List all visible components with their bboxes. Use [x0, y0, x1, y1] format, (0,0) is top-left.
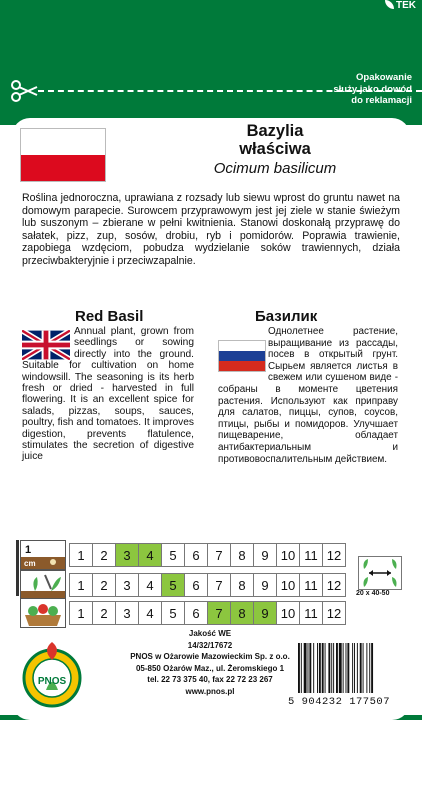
planting-months-row	[70, 573, 346, 597]
month-cell: 4	[138, 543, 162, 567]
quality-label: Jakość WE	[188, 629, 232, 638]
batch-number: 14/32/17672	[187, 640, 233, 650]
month-cell: 5	[161, 573, 185, 597]
month-cell: 2	[92, 573, 116, 597]
month-cell: 12	[322, 573, 346, 597]
month-cell: 12	[322, 601, 346, 625]
proof-note-line: Opakowanie	[356, 72, 412, 83]
month-cell: 10	[276, 573, 300, 597]
svg-text:1: 1	[25, 544, 32, 556]
month-cell: 8	[230, 543, 254, 567]
brand-label: TEK	[396, 0, 416, 11]
product-title-line1: Bazylia	[246, 122, 304, 140]
spacing-label: 20 x 40-50	[356, 590, 390, 597]
description-ru	[218, 326, 398, 465]
month-cell: 4	[138, 601, 162, 625]
description-ru-text: Однолетнее растение, выращивание из рассады, посев в открытый грунт. Сырьем является листья в свежем или сушеном виде - собраны в моменте цветения растения. Используют как приправу для салатов, пиццы, супов, соусов, птицы, рыбы и помидоров. Улучшает пищеварение, обладает антибактериальным и противовоспалительным действием.	[218, 326, 398, 465]
product-title-line2: właściwa	[239, 140, 311, 158]
month-cell: 6	[184, 543, 208, 567]
description-en-text: Annual plant, grown from seedlings or sowing directly into the ground. Suitable for cultivation on home windowsill. The seasoning is its herb fresh or dried - harvested in full flowering. It is an excellent spice for salads, pizzas, soups, sauces, poultry, fish and tomatoes. It improves digestion, prevents flatulence, stimulates the secretion of digestive juice	[22, 326, 194, 463]
description-en	[22, 326, 194, 463]
ruler-icon	[16, 540, 19, 596]
month-cell: 8	[230, 601, 254, 625]
month-cell: 3	[115, 573, 139, 597]
latin-name: Ocimum basilicum	[213, 160, 337, 177]
month-cell: 3	[115, 601, 139, 625]
month-cell: 11	[299, 543, 323, 567]
month-cell: 1	[69, 543, 93, 567]
month-cell: 7	[207, 601, 231, 625]
cut-line	[38, 90, 422, 92]
sowing-months-row	[70, 543, 346, 567]
poland-flag	[20, 128, 106, 182]
month-cell: 11	[299, 601, 323, 625]
scissors-icon	[10, 80, 38, 102]
plant-spacing-icon	[358, 556, 402, 590]
month-cell: 1	[69, 573, 93, 597]
month-cell: 6	[184, 601, 208, 625]
month-cell: 9	[253, 543, 277, 567]
month-cell: 6	[184, 573, 208, 597]
proof-note-line: do reklamacji	[351, 95, 412, 106]
month-cell: 7	[207, 573, 231, 597]
month-cell: 9	[253, 601, 277, 625]
month-cell: 7	[207, 543, 231, 567]
month-cell: 10	[276, 601, 300, 625]
leaf-icon	[385, 0, 394, 9]
barcode-number: 5 904232 177507	[288, 696, 391, 708]
company-address: 05-850 Ożarów Maz., ul. Żeromskiego 1	[135, 663, 285, 673]
barcode-icon	[296, 643, 400, 701]
company-name: PNOS w Ożarowie Mazowieckim Sp. z o.o.	[130, 652, 290, 662]
heading-ru: Базилик	[255, 308, 318, 325]
planting-icon	[20, 570, 66, 600]
month-cell: 3	[115, 543, 139, 567]
company-phone: tel. 22 73 375 40, fax 22 72 23 267	[147, 675, 273, 685]
harvest-months-row	[70, 601, 346, 625]
tek-logo	[385, 0, 416, 11]
month-cell: 8	[230, 573, 254, 597]
heading-en: Red Basil	[75, 308, 144, 325]
month-cell: 4	[138, 573, 162, 597]
month-cell: 5	[161, 601, 185, 625]
month-cell: 11	[299, 573, 323, 597]
month-cell: 2	[92, 543, 116, 567]
month-cell: 12	[322, 543, 346, 567]
harvest-icon	[20, 598, 66, 628]
proof-note-line: służy jako dowód	[333, 83, 412, 95]
svg-text:PNOS: PNOS	[37, 676, 67, 687]
product-title	[150, 122, 400, 158]
company-web: www.pnos.pl	[185, 686, 235, 696]
description-pl: Roślina jednoroczna, uprawiana z rozsady lub siewu wprost do gruntu nawet na domowym parapecie. Surowcem przyprawowym jest jej ziele w stanie świeżym lub suszonym – zbierane w pełni kwitnienia. Stanowi doskonałą przyprawę do sałatek, pizz, zup, sosów, drobiu, ryb i pomidorów. Poprawia trawienie, zapobiega wzdęciom, pobudza wydzielanie soków trawiennych, działa przeciwbakteryjnie i przeciwzapalnie.	[22, 192, 400, 267]
month-cell: 2	[92, 601, 116, 625]
month-cell: 1	[69, 601, 93, 625]
month-cell: 9	[253, 573, 277, 597]
svg-text:cm: cm	[24, 559, 36, 568]
sowing-depth-icon	[20, 540, 66, 570]
month-cell: 5	[161, 543, 185, 567]
month-cell: 10	[276, 543, 300, 567]
